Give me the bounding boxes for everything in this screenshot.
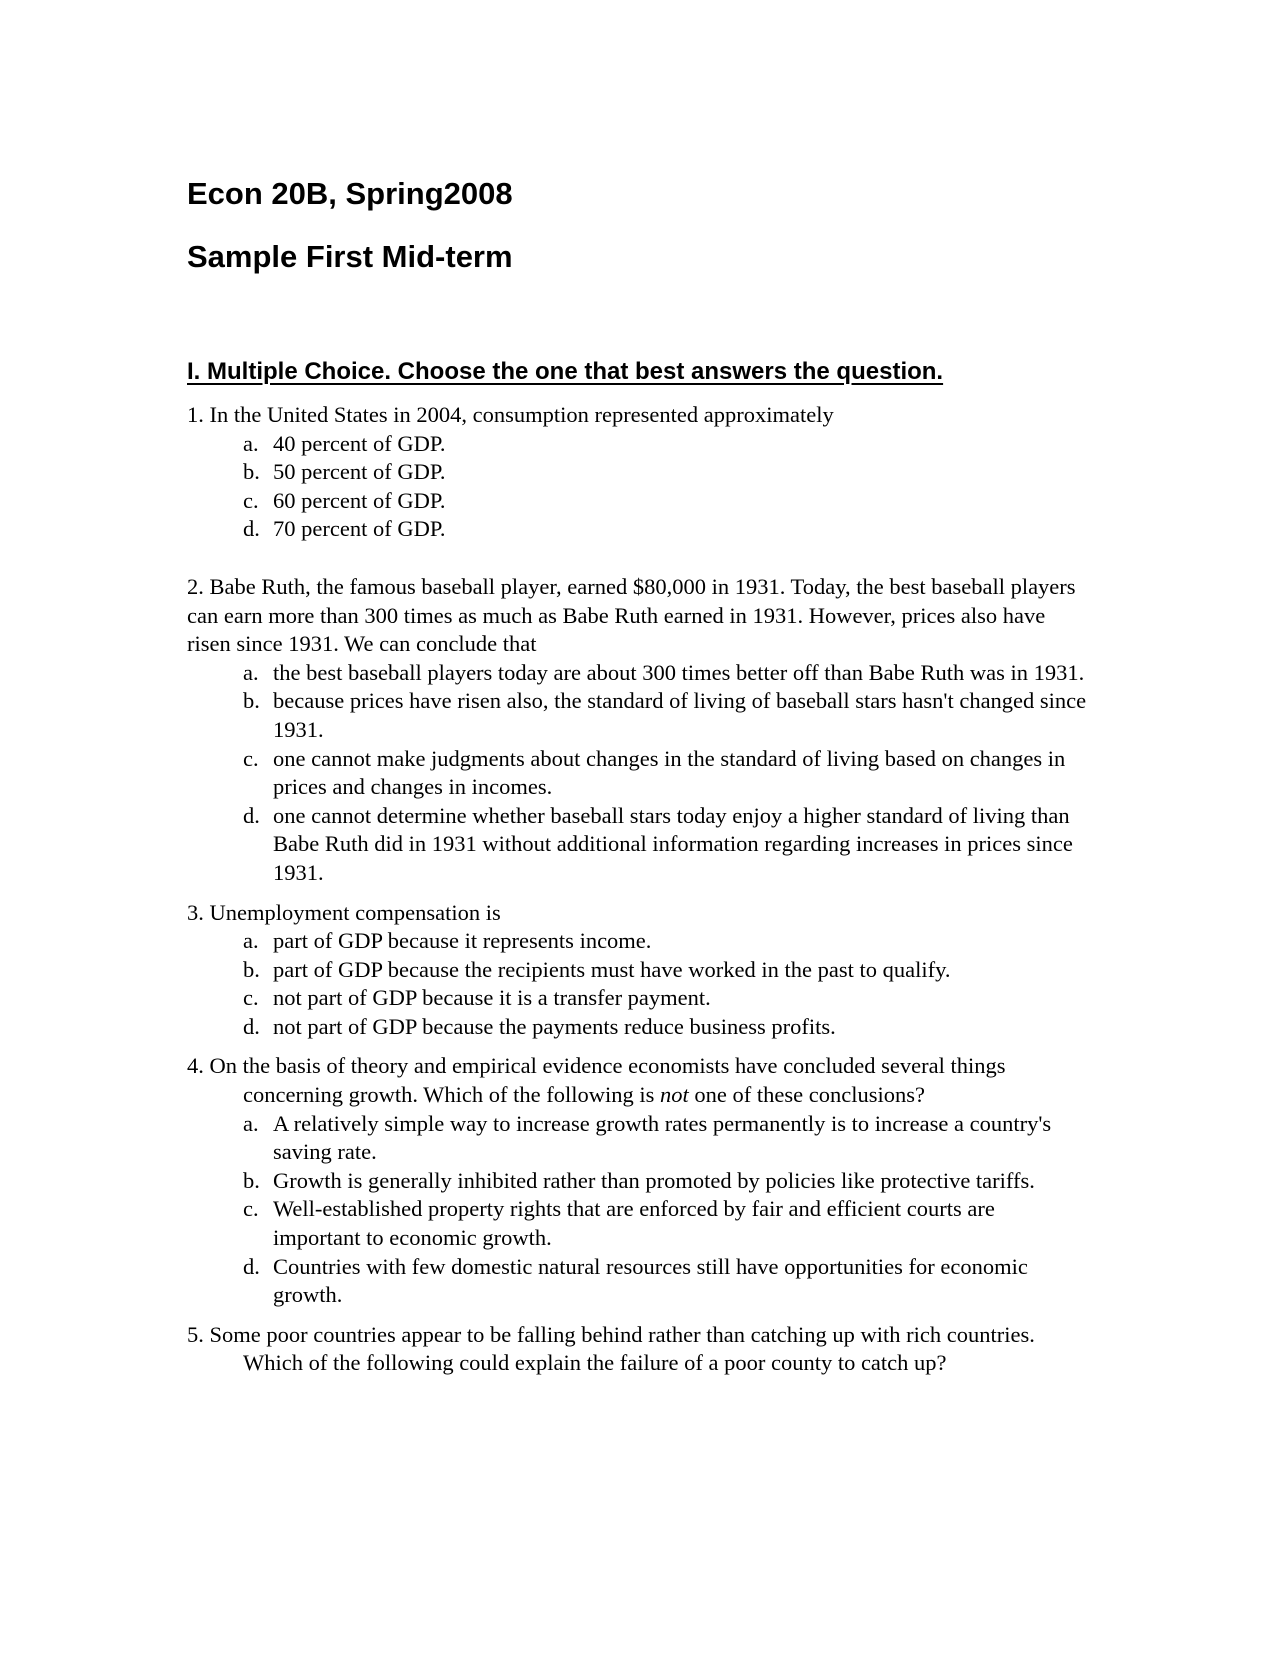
option-letter: c. xyxy=(243,745,259,771)
question-3-option-c xyxy=(187,984,1087,1013)
question-2-stem: 2. Babe Ruth, the famous baseball player, earned $80,000 in 1931. Today, the best baseball players can earn more than 300 times as much as Babe Ruth earned in 1931. However, prices also have risen since 1931. We can conclude that xyxy=(187,573,1076,657)
option-letter: b. xyxy=(243,688,260,714)
option-text: 70 percent of GDP. xyxy=(273,516,446,542)
question-3-option-b xyxy=(187,956,1087,985)
question-3-option-a xyxy=(187,927,1087,956)
option-text: one cannot determine whether baseball stars today enjoy a higher standard of living than Babe Ruth did in 1931 without additional information regarding increases in prices since 1931. xyxy=(273,802,1073,885)
option-letter: a. xyxy=(243,1110,259,1136)
question-3 xyxy=(187,899,1087,1042)
question-1-option-b xyxy=(187,458,1087,487)
question-4-option-a xyxy=(187,1110,1087,1167)
question-4-option-d xyxy=(187,1253,1087,1310)
question-4-stem-emphasis: not xyxy=(660,1082,689,1108)
question-1-option-d xyxy=(187,515,1087,544)
option-text: part of GDP because the recipients must have worked in the past to qualify. xyxy=(273,956,951,982)
option-text: Countries with few domestic natural resources still have opportunities for economic growth. xyxy=(273,1253,1028,1308)
question-3-option-d xyxy=(187,1013,1087,1042)
option-text: A relatively simple way to increase growth rates permanently is to increase a country's saving rate. xyxy=(273,1110,1052,1165)
option-letter: d. xyxy=(243,1253,260,1279)
section-heading: I. Multiple Choice. Choose the one that best answers the question. xyxy=(187,358,944,385)
question-2-options xyxy=(187,659,1087,888)
question-4-stem-end: one of these conclusions? xyxy=(688,1082,925,1108)
option-text: 60 percent of GDP. xyxy=(273,487,446,513)
question-1-stem: 1. In the United States in 2004, consumption represented approximately xyxy=(187,402,834,427)
option-text: the best baseball players today are about 300 times better off than Babe Ruth was in 1931. xyxy=(273,659,1085,685)
option-letter: b. xyxy=(243,459,260,485)
option-letter: c. xyxy=(243,1196,259,1222)
question-2-option-c xyxy=(187,745,1087,802)
option-text: part of GDP because it represents income. xyxy=(273,928,652,954)
question-4-options xyxy=(187,1110,1087,1310)
question-4-option-c xyxy=(187,1195,1087,1252)
question-2 xyxy=(187,573,1087,888)
option-letter: a. xyxy=(243,659,259,685)
option-letter: d. xyxy=(243,1013,260,1039)
option-text: because prices have risen also, the standard of living of baseball stars hasn't changed since 1931. xyxy=(273,688,1087,742)
option-text: not part of GDP because it is a transfer payment. xyxy=(273,985,711,1011)
question-5-stem: 5. Some poor countries appear to be falling behind rather than catching up with rich countries. Which of the following could explain the failure of a poor county to catch up? xyxy=(187,1321,1035,1376)
question-2-option-a xyxy=(187,659,1087,688)
option-text: 40 percent of GDP. xyxy=(273,430,446,456)
question-4 xyxy=(187,1052,1087,1309)
option-letter: b. xyxy=(243,1167,260,1193)
course-title: Econ 20B, Spring2008 xyxy=(187,176,513,211)
question-1-options xyxy=(187,430,1087,544)
question-3-options xyxy=(187,927,1087,1041)
question-4-option-b xyxy=(187,1167,1087,1196)
option-text: Growth is generally inhibited rather than promoted by policies like protective tariffs. xyxy=(273,1167,1035,1193)
question-list xyxy=(187,401,1087,1378)
option-letter: a. xyxy=(243,430,259,456)
question-4-stem-start: 4. On the basis of theory and empirical evidence economists have concluded several things concerning growth. Which of the following is xyxy=(187,1053,1006,1108)
option-text: not part of GDP because the payments reduce business profits. xyxy=(273,1013,836,1039)
option-text: 50 percent of GDP. xyxy=(273,459,446,485)
question-1 xyxy=(187,401,1087,544)
question-2-option-d xyxy=(187,802,1087,888)
option-text: one cannot make judgments about changes in the standard of living based on changes in prices and changes in incomes. xyxy=(273,745,1066,800)
option-letter: d. xyxy=(243,802,260,828)
question-1-option-a xyxy=(187,430,1087,459)
question-3-stem: 3. Unemployment compensation is xyxy=(187,899,501,925)
question-1-option-c xyxy=(187,487,1087,516)
exam-title: Sample First Mid-term xyxy=(187,239,513,274)
option-letter: d. xyxy=(243,516,260,542)
question-4-stem xyxy=(187,1052,1087,1109)
option-letter: a. xyxy=(243,928,259,954)
question-2-option-b xyxy=(187,687,1087,744)
option-letter: c. xyxy=(243,985,259,1011)
option-letter: b. xyxy=(243,956,260,982)
option-text: Well-established property rights that are enforced by fair and efficient courts are important to economic growth. xyxy=(273,1196,995,1251)
question-5 xyxy=(187,1321,1087,1378)
option-letter: c. xyxy=(243,487,259,513)
